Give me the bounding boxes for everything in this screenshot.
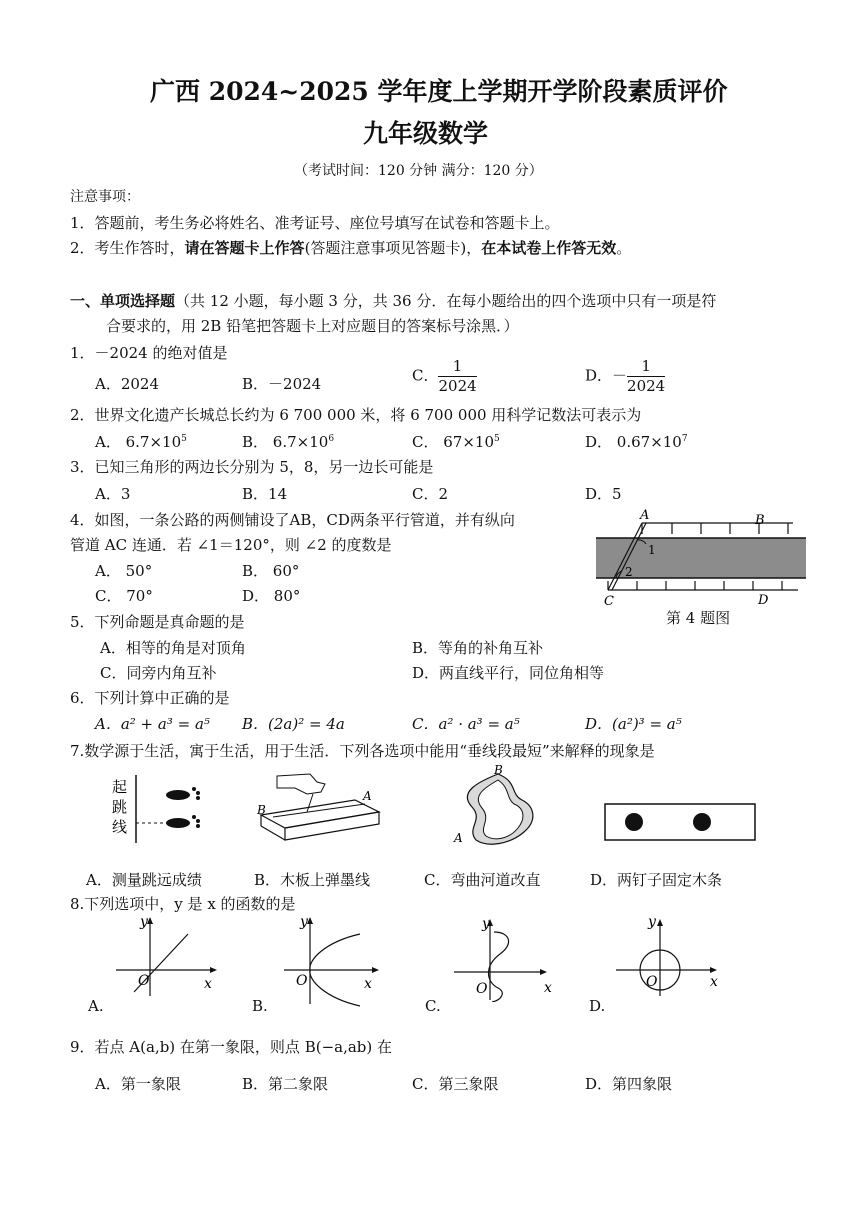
q6-option-d: D．(a²)³ = a⁵ bbox=[585, 715, 682, 733]
q7-fig-a-char-3: 线 bbox=[112, 818, 128, 836]
q1-option-d bbox=[585, 357, 665, 396]
origin-label: O bbox=[646, 974, 658, 990]
origin-label: O bbox=[138, 973, 150, 989]
x-label: x bbox=[204, 976, 212, 992]
q8-option-c: C. bbox=[425, 997, 441, 1015]
q7-fig-b-label-b: B bbox=[257, 803, 266, 817]
y-label: y bbox=[648, 914, 656, 930]
q4-option-d: D． 80° bbox=[242, 587, 301, 605]
q1-d-denominator: 2024 bbox=[627, 377, 666, 395]
notes-item-2-end: 。 bbox=[616, 239, 632, 257]
x-label: x bbox=[544, 980, 552, 996]
q4-stem-line1: 4．如图，一条公路的两侧铺设了AB，CD两条平行管道，并有纵向 bbox=[70, 511, 515, 529]
q7-figure-a bbox=[110, 775, 205, 845]
exam-subtitle: 九年级数学 bbox=[363, 119, 489, 148]
q5-option-c: C．同旁内角互补 bbox=[100, 664, 217, 682]
q5-stem: 5．下列命题是真命题的是 bbox=[70, 613, 245, 631]
q2-a-base: A． 6.7×10 bbox=[95, 433, 182, 451]
q3-option-b: B．14 bbox=[242, 485, 288, 503]
q8-graph-a bbox=[112, 912, 222, 997]
q8-option-d: D. bbox=[589, 997, 606, 1015]
q7-fig-c-label-b: B bbox=[494, 763, 503, 777]
nail-icon bbox=[625, 813, 643, 831]
q9-option-d: D．第四象限 bbox=[585, 1075, 673, 1093]
q8-stem: 8.下列选项中，y 是 x 的函数的是 bbox=[70, 895, 296, 913]
q4-pipe-cd bbox=[608, 581, 798, 590]
x-axis-arrow-icon bbox=[710, 967, 717, 973]
notes-item-2-prefix: 2．考生作答时， bbox=[70, 239, 185, 257]
x-label: x bbox=[364, 976, 372, 992]
notes-item-1: 1．答题前，考生务必将姓名、准考证号、座位号填写在试卷和答题卡上。 bbox=[70, 214, 560, 232]
q2-b-exp: 6 bbox=[328, 434, 335, 444]
q2-stem: 2．世界文化遗产长城总长约为 6 700 000 米，将 6 700 000 用科学记数法可表示为 bbox=[70, 406, 642, 424]
q1-option-c bbox=[412, 357, 477, 396]
q4-angle-2-label: 2 bbox=[625, 565, 633, 579]
q2-d-base: D． 0.67×10 bbox=[585, 433, 682, 451]
q4-label-c: C bbox=[604, 594, 614, 609]
y-axis-arrow-icon bbox=[657, 919, 663, 926]
q4-label-a: A bbox=[640, 508, 650, 523]
q4-angle-1-label: 1 bbox=[648, 543, 656, 557]
exam-info: （考试时间：120 分钟 满分：120 分） bbox=[294, 163, 543, 179]
x-axis-arrow-icon bbox=[372, 967, 379, 973]
y-label: y bbox=[140, 914, 148, 930]
q9-option-a: A．第一象限 bbox=[95, 1075, 181, 1093]
q4-option-b: B． 60° bbox=[242, 562, 300, 580]
q2-option-d bbox=[585, 431, 688, 452]
q1-option-b: B．－2024 bbox=[242, 375, 322, 393]
q7-option-a: A．测量跳远成绩 bbox=[86, 871, 202, 889]
nail-icon bbox=[693, 813, 711, 831]
q6-option-b: B．(2a)² = 4a bbox=[242, 715, 345, 733]
q5-option-b: B．等角的补角互补 bbox=[412, 639, 544, 657]
notes-item-2 bbox=[70, 237, 631, 258]
q7-fig-a-char-2: 跳 bbox=[112, 798, 128, 816]
q8-graph-d bbox=[612, 908, 724, 998]
q2-a-exp: 5 bbox=[181, 434, 187, 444]
q2-option-c bbox=[412, 431, 500, 452]
q8-graph-c bbox=[450, 912, 560, 1002]
q2-c-base: C． 67×10 bbox=[412, 433, 494, 451]
q1-option-c-fraction bbox=[438, 357, 476, 396]
q3-option-a: A．3 bbox=[95, 485, 131, 503]
section-heading-rest: （共 12 小题，每小题 3 分，共 36 分．在每小题给出的四个选项中只有一项是符 bbox=[175, 292, 717, 310]
q1-option-d-fraction bbox=[627, 357, 665, 396]
q6-option-a: A．a² + a³ = a⁵ bbox=[95, 715, 210, 733]
q8-graph-b bbox=[280, 912, 390, 1007]
q4-pipe-ab bbox=[642, 523, 793, 534]
origin-label: O bbox=[296, 973, 308, 989]
y-label: y bbox=[482, 916, 490, 932]
q6-stem: 6．下列计算中正确的是 bbox=[70, 689, 230, 707]
q1-option-a: A．2024 bbox=[95, 375, 160, 393]
q1-option-d-label: D．－ bbox=[585, 366, 628, 385]
q4-option-a: A． 50° bbox=[95, 562, 153, 580]
q6-option-c: C．a² · a³ = a⁵ bbox=[412, 715, 520, 733]
q1-option-c-label: C． bbox=[412, 366, 439, 385]
x-axis-arrow-icon bbox=[210, 967, 217, 973]
q2-option-a bbox=[95, 431, 187, 452]
q8-option-a: A. bbox=[88, 997, 104, 1015]
q3-option-d: D．5 bbox=[585, 485, 622, 503]
q1-d-numerator: 1 bbox=[627, 357, 665, 377]
q9-stem: 9．若点 A(a,b) 在第一象限，则点 B(−a,ab) 在 bbox=[70, 1038, 393, 1056]
q7-option-b: B．木板上弹墨线 bbox=[254, 871, 371, 889]
x-label: x bbox=[710, 974, 718, 990]
q3-stem: 3．已知三角形的两边长分别为 5，8，另一边长可能是 bbox=[70, 458, 434, 476]
section-heading-line2: 合要求的，用 2B 铅笔把答题卡上对应题目的答案标号涂黑．） bbox=[106, 317, 519, 335]
q4-figure bbox=[588, 508, 813, 610]
x-axis-arrow-icon bbox=[540, 969, 547, 975]
q1-c-numerator: 1 bbox=[438, 357, 476, 377]
origin-label: O bbox=[476, 981, 488, 997]
q3-option-c: C．2 bbox=[412, 485, 449, 503]
q7-figure-b bbox=[255, 770, 385, 850]
q7-option-d: D．两钉子固定木条 bbox=[590, 871, 723, 889]
q9-option-c: C．第三象限 bbox=[412, 1075, 499, 1093]
section-heading-bold: 一、单项选择题 bbox=[70, 292, 176, 310]
q7-board bbox=[261, 800, 379, 840]
q4-label-b: B bbox=[755, 513, 765, 528]
q7-river-curve bbox=[478, 780, 523, 839]
q7-option-c: C．弯曲河道改直 bbox=[424, 871, 541, 889]
q4-stem-line2: 管道 AC 连通．若 ∠1＝120°，则 ∠2 的度数是 bbox=[70, 536, 392, 554]
notes-item-2-bold2: 在本试卷上作答无效 bbox=[481, 239, 617, 257]
footprint-icon bbox=[166, 787, 200, 828]
q1-c-denominator: 2024 bbox=[438, 377, 477, 395]
q2-c-exp: 5 bbox=[494, 434, 500, 444]
notes-item-2-mid: (答题注意事项见答题卡)， bbox=[304, 239, 482, 257]
q2-b-base: B． 6.7×10 bbox=[242, 433, 329, 451]
q4-figure-caption: 第 4 题图 bbox=[666, 609, 731, 627]
q8-option-b: B. bbox=[252, 997, 268, 1015]
q7-fig-a-char-1: 起 bbox=[112, 778, 128, 796]
q7-fig-b-label-a: A bbox=[363, 789, 372, 803]
section-heading bbox=[70, 290, 716, 311]
notes-item-2-bold1: 请在答题卡上作答 bbox=[184, 239, 305, 257]
exam-title: 广西 2024~2025 学年度上学期开学阶段素质评价 bbox=[150, 77, 728, 106]
q8-c-curve bbox=[489, 932, 509, 1002]
q2-option-b bbox=[242, 431, 334, 452]
q7-stem: 7.数学源于生活，寓于生活，用于生活．下列各选项中能用“垂线段最短”来解释的现象是 bbox=[70, 742, 655, 760]
q5-option-a: A．相等的角是对顶角 bbox=[100, 639, 246, 657]
q7-fig-c-label-a: A bbox=[454, 831, 463, 845]
notes-heading: 注意事项： bbox=[70, 189, 140, 205]
q4-option-c: C． 70° bbox=[95, 587, 153, 605]
q7-figure-c bbox=[448, 762, 548, 852]
y-label: y bbox=[300, 914, 308, 930]
q5-option-d: D．两直线平行，同位角相等 bbox=[412, 664, 605, 682]
q1-stem: 1．－2024 的绝对值是 bbox=[70, 344, 228, 362]
q2-d-exp: 7 bbox=[681, 434, 688, 444]
q4-label-d: D bbox=[758, 593, 769, 608]
q9-option-b: B．第二象限 bbox=[242, 1075, 329, 1093]
q7-figure-d bbox=[604, 803, 756, 841]
